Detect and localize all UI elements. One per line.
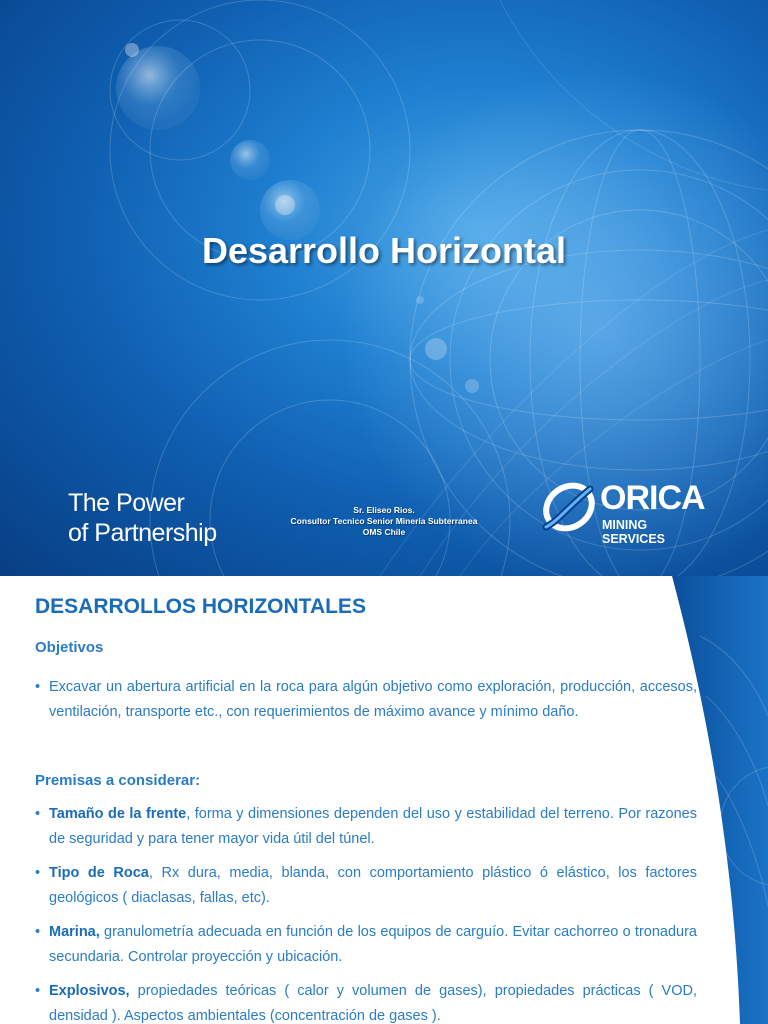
premisa-term: Marina, [49,924,100,940]
premisa-bullet [35,920,697,970]
slide-title: Desarrollo Horizontal [201,230,567,271]
bullet-mark: • [35,679,41,695]
content-slide [0,576,768,1024]
premisa-text: granulometría adecuada en función de los equipos de carguío. Evitar cachorreo o tronadura secundaria. Controlar proyección y ubicación. [49,924,697,965]
premisa-term: Tamaño de la frente [49,806,187,822]
presenter-role: Consultor Tecnico Senior Mineria Subterranea [290,516,478,526]
logo-sub-line-1: MINING [602,518,648,532]
tagline [68,488,217,548]
slide-title: DESARROLLOS HORIZONTALES [35,595,366,618]
logo-subtitle [602,518,665,546]
premisa-term: Explosivos, [49,983,130,999]
premisa-bullet [35,802,697,852]
presenter-name: Sr. Eliseo Rios. [353,505,415,515]
premisa-term: Tipo de Roca [49,865,149,881]
tagline-line-1: The Power [68,489,185,517]
premisa-text: , Rx dura, media, blanda, con comportamiento plástico ó elástico, los factores geológicos ( diaclasas, fallas, etc). [49,865,697,906]
presenter-info [270,505,498,538]
logo-name: ORICA [600,479,705,517]
orica-swirl-icon [538,477,600,539]
tagline-line-2: of Partnership [68,519,217,547]
bullet-mark: • [35,865,41,881]
premisa-bullet [35,861,697,911]
presenter-org: OMS Chile [362,527,406,537]
premisa-text: , forma y dimensiones dependen del uso y estabilidad del terreno. Por razones de seguridad y para tener mayor vida útil del túnel. [49,806,697,847]
bullet-mark: • [35,806,41,822]
bullet-mark: • [35,983,41,999]
orica-logo [538,477,718,547]
premisa-bullet [35,979,697,1024]
objetivos-heading: Objetivos [35,639,104,656]
premisas-heading: Premisas a considerar: [35,772,201,789]
premisa-text: propiedades teóricas ( calor y volumen de gases), propiedades prácticas ( VOD, densidad ). Aspectos ambientales (concentración de gases ). [49,983,697,1024]
objetivo-bullet [35,675,697,725]
logo-sub-line-2: SERVICES [602,532,665,546]
bullet-mark: • [35,924,41,940]
objetivo-text: Excavar un abertura artificial en la roca para algún objetivo como exploración, producción, accesos, ventilación, transporte etc., con requerimientos de máximo avance y mínimo daño. [49,679,697,720]
